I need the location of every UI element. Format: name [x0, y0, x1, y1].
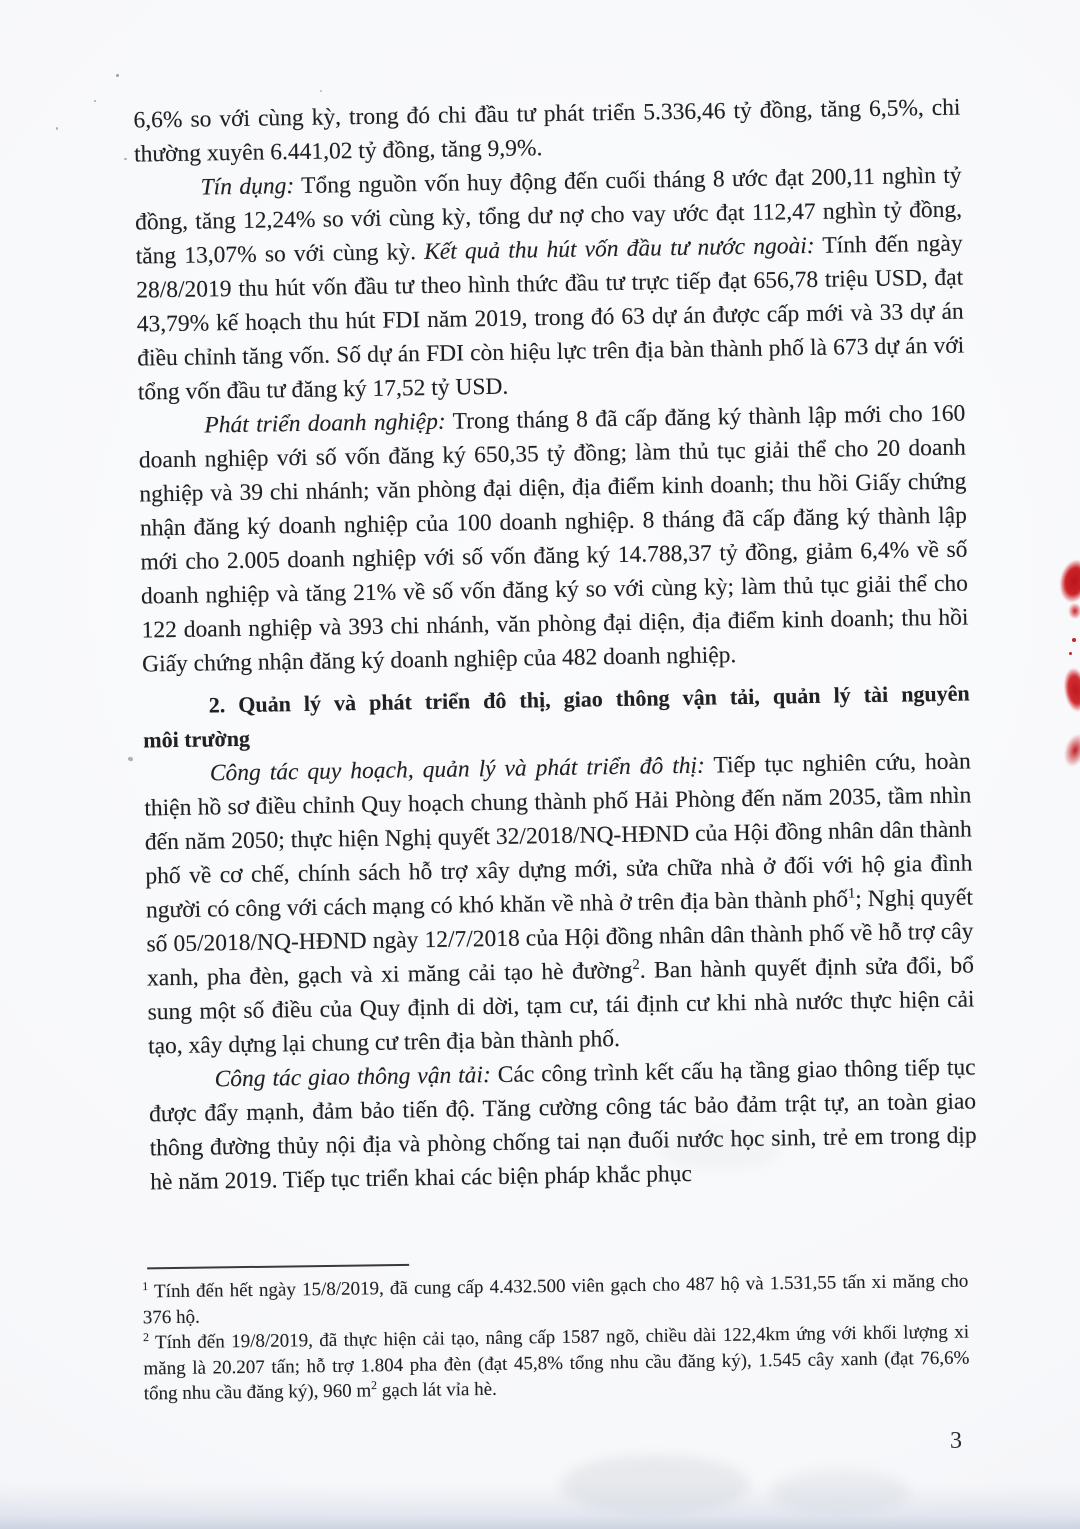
scan-edge-shadow [0, 1483, 1080, 1529]
footnote-ref-2: 2 [632, 956, 640, 973]
scan-speck [56, 127, 58, 130]
footnote-text: Tính đến hết ngày 15/8/2019, đã cung cấp 4.432.500 viên gạch cho 487 hộ và 1.531,55 tấn xi măng cho 376 hộ. [142, 1270, 969, 1328]
page-number: 3 [950, 1428, 962, 1454]
footnote-1-marker: 1 [142, 1280, 149, 1294]
scan-speck [127, 756, 133, 761]
scan-speck [116, 74, 119, 77]
body-text: 6,6% so với cùng kỳ, trong đó chi đầu tư phát triển 5.336,46 tỷ đồng, tăng 6,5%, chi thường xuyên 6.441,02 tỷ đồng, tăng 9,9%. [133, 94, 961, 168]
footnote-2 [143, 1320, 970, 1407]
body-text: ; Nghị quyết số 05/2018/NQ-HĐND ngày 12/7/2018 của Hội đồng nhân dân thành phố về hỗ trợ cây xanh, pha đèn, gạch và xi măng cải tạo hè đường [146, 884, 974, 992]
red-ink-mark [1056, 725, 1080, 774]
footnotes-section [142, 1257, 970, 1407]
footnote-separator [147, 1264, 409, 1269]
body-text: Tổng nguồn vốn huy động đến cuối tháng 8 ước đạt 200,11 nghìn tỷ đồng, tăng 12,24% so với cùng kỳ, tổng dư nợ cho vay ước đạt 112,47 nghìn tỷ đồng, tăng 13,07% so với cùng kỳ. [134, 162, 963, 270]
red-ink-mark [1072, 638, 1076, 642]
body-text: Tính đến ngày 28/8/2019 thu hút vốn đầu tư theo hình thức đầu tư trực tiếp đạt 656,78 triệu USD, đạt 43,79% kế hoạch thu hút FDI năm 2019, trong đó 63 dự án được cấp mới và 33 dự án điều chỉnh tăng vốn. Số dự án FDI còn hiệu lực trên địa bàn thành phố là 673 dự án với tổng vốn đầu tư đăng ký 17,52 tỷ USD. [136, 230, 965, 406]
italic-lead-credit: Tín dụng: [200, 173, 295, 201]
scan-smudge [660, 1130, 780, 1170]
italic-lead-transport: Công tác giao thông vận tải: [214, 1062, 492, 1093]
italic-lead-enterprise: Phát triển doanh nghiệp: [204, 408, 446, 439]
red-ink-mark [1069, 652, 1072, 655]
body-text: . Ban hành quyết định sửa đổi, bổ sung một số điều của Quy định di dời, tạm cư, tái định cư khi nhà nước thực hiện cải tạo, xây dựng lại chung cư trên địa bàn thành phố. [147, 952, 975, 1060]
body-text: Tiếp tục nghiên cứu, hoàn thiện hồ sơ điều chỉnh Quy hoạch chung thành phố Hải Phòng đến năm 2035, tầm nhìn đến năm 2050; thực hiện Nghị quyết 32/2018/NQ-HĐND của Hội đồng nhân dân thành phố về cơ chế, chính sách hỗ trợ xây dựng mới, sửa chữa nhà ở đối với hộ gia đình người có công với cách mạng có khó khăn về nhà ở trên địa bàn thành phố [144, 748, 973, 924]
paragraph-credit [134, 159, 965, 410]
document-body [133, 91, 977, 1200]
paragraph-budget-carryover [133, 91, 961, 172]
paragraph-urban-planning [144, 744, 976, 1063]
paragraph-enterprise [138, 397, 969, 682]
squared-superscript: 2 [371, 1379, 378, 1393]
scan-speck [124, 158, 127, 160]
red-ink-mark [1066, 600, 1080, 622]
italic-lead-planning: Công tác quy hoạch, quản lý và phát triển đô thị: [209, 752, 706, 787]
body-text: Các công trình kết cấu hạ tầng giao thông tiếp tục được đẩy mạnh, đảm bảo tiến độ. Tăng cường công tác bảo đảm trật tự, an toàn giao thông đường thủy nội địa và phòng chống tai nạn đuối nước học sinh, trẻ em trong dịp hè năm 2019. Tiếp tục triển khai các biện pháp khắc phục [148, 1054, 977, 1196]
italic-lead-fdi: Kết quả thu hút vốn đầu tư nước ngoài: [423, 232, 815, 266]
body-text: Trong tháng 8 đã cấp đăng ký thành lập mới cho 160 doanh nghiệp với số vốn đăng ký 650,35 tỷ đồng; làm thủ tục giải thể cho 20 doanh nghiệp và 39 chi nhánh; văn phòng đại diện, địa điểm kinh doanh; thu hồi Giấy chứng nhận đăng ký doanh nghiệp của 100 doanh nghiệp. 8 tháng đã cấp đăng ký thành lập mới cho 2.005 doanh nghiệp với số vốn đăng ký 14.788,37 tỷ đồng, giảm 6,4% về số doanh nghiệp và tăng 21% về số vốn đăng ký so với cùng kỳ; làm thủ tục giải thể cho 122 doanh nghiệp và 393 chi nhánh, văn phòng đại diện, địa điểm kinh doanh; thu hồi Giấy chứng nhận đăng ký doanh nghiệp của 482 doanh nghiệp. [138, 400, 969, 678]
footnote-ref-1: 1 [847, 885, 856, 902]
scan-speck [94, 100, 96, 102]
section-heading-line1: 2. Quản lý và phát triển đô thị, giao thông vận tải, quản lý tài nguyên [208, 680, 970, 718]
footnote-2-marker: 2 [142, 1331, 150, 1345]
scan-speck [320, 90, 322, 92]
section-heading-line2: môi trường [143, 725, 251, 753]
footnote-text: Tính đến 19/8/2019, đã thực hiện cải tạo, nâng cấp 1587 ngõ, chiều dài 122,4km ứng với khối lượng xi măng là 20.207 tấn; hỗ trợ 1.804 pha đèn (đạt 45,8% tổng nhu cầu đăng ký), 1.545 cây xanh (đạt 76,6% tổng nhu cầu đăng ký), 960 m [143, 1321, 970, 1405]
paragraph-transport [148, 1050, 977, 1199]
footnote-text: gạch lát vỉa hè. [376, 1378, 497, 1402]
red-ink-mark [1057, 662, 1080, 723]
